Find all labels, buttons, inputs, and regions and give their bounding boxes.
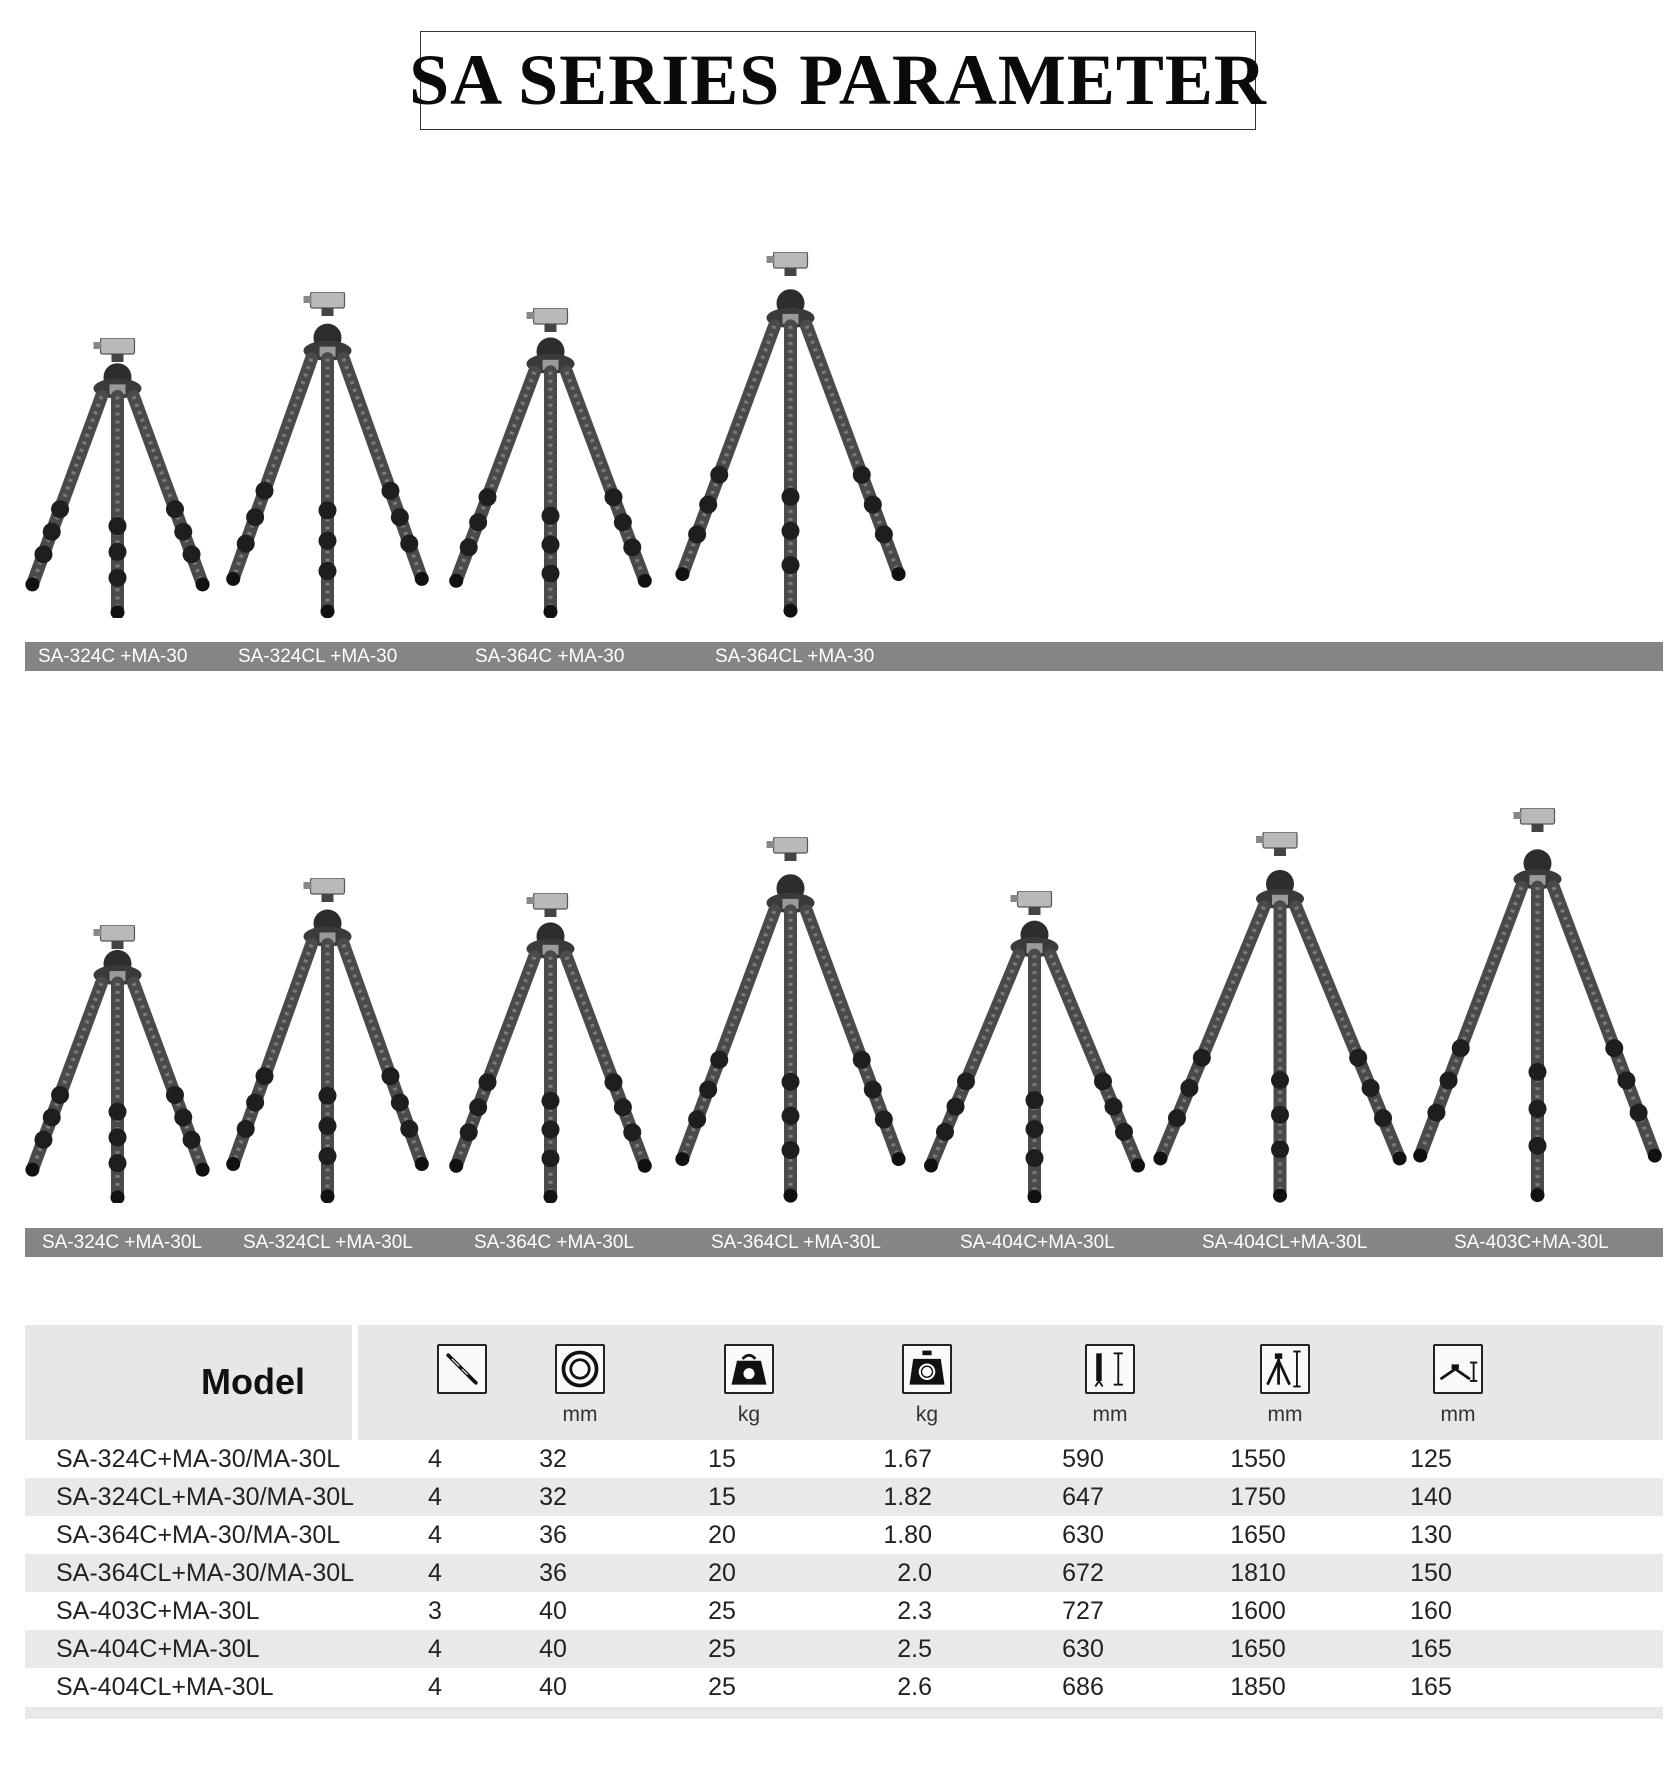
weight-cell: 2.0 <box>897 1559 932 1587</box>
model-cell: SA-404CL+MA-30L <box>56 1673 274 1701</box>
table-row <box>25 1592 1663 1630</box>
tripod-image <box>25 925 210 1203</box>
unit-label: mm <box>562 1403 598 1426</box>
tripod-image <box>1410 808 1665 1203</box>
page-title: SA SERIES PARAMETER <box>409 40 1267 120</box>
model-label: SA-324CL +MA-30L <box>243 1232 413 1253</box>
leg-sections-cell: 4 <box>428 1635 442 1663</box>
tube-diameter-cell: 40 <box>539 1673 567 1701</box>
max-height-cell: 1600 <box>1230 1597 1286 1625</box>
model-cell: SA-404C+MA-30L <box>56 1635 260 1663</box>
max-height-cell: 1650 <box>1230 1521 1286 1549</box>
unit-label: kg <box>737 1403 761 1426</box>
model-cell: SA-403C+MA-30L <box>56 1597 260 1625</box>
min-height-cell: 165 <box>1410 1635 1452 1663</box>
leg-sections-cell: 4 <box>428 1673 442 1701</box>
model-label: SA-324C +MA-30 <box>38 646 188 667</box>
model-label: SA-364C +MA-30 <box>475 646 625 667</box>
max-height-cell: 1650 <box>1230 1635 1286 1663</box>
tripod-image <box>448 308 653 618</box>
model-label: SA-404CL+MA-30L <box>1202 1232 1368 1253</box>
tube-diameter-cell: 32 <box>539 1445 567 1473</box>
unit-label: mm <box>1440 1403 1476 1426</box>
tripod-image <box>225 292 430 618</box>
load-capacity-cell: 25 <box>708 1635 736 1663</box>
tripod-image <box>25 338 210 618</box>
table-header-model <box>25 1325 352 1440</box>
tripod-image <box>225 878 430 1203</box>
weight-cell: 1.80 <box>883 1521 932 1549</box>
tripod-image <box>922 891 1147 1203</box>
weight-cell: 1.82 <box>883 1483 932 1511</box>
leg-sections-icon <box>437 1344 487 1394</box>
load-capacity-cell: 25 <box>708 1597 736 1625</box>
parameter-table <box>25 1325 1663 1719</box>
tripod-image <box>1150 832 1410 1203</box>
max-height-icon <box>1260 1344 1310 1394</box>
model-label: SA-364C +MA-30L <box>474 1232 634 1253</box>
table-row <box>25 1478 1663 1516</box>
table-header-specs <box>358 1325 1663 1440</box>
tube-diameter-icon <box>555 1344 605 1394</box>
model-label: SA-324C +MA-30L <box>42 1232 202 1253</box>
tube-diameter-cell: 36 <box>539 1559 567 1587</box>
weight-cell: 2.3 <box>897 1597 932 1625</box>
leg-sections-cell: 4 <box>428 1559 442 1587</box>
model-column-header: Model <box>201 1361 305 1402</box>
leg-sections-cell: 4 <box>428 1521 442 1549</box>
max-height-cell: 1750 <box>1230 1483 1286 1511</box>
tube-diameter-cell: 40 <box>539 1635 567 1663</box>
table-row <box>25 1554 1663 1592</box>
title-box <box>409 31 1267 130</box>
weight-icon <box>902 1344 952 1394</box>
folded-length-cell: 630 <box>1062 1635 1104 1663</box>
leg-sections-cell: 4 <box>428 1445 442 1473</box>
unit-label: kg <box>915 1403 939 1426</box>
table-row <box>25 1516 1663 1554</box>
tube-diameter-cell: 40 <box>539 1597 567 1625</box>
min-height-icon <box>1433 1344 1483 1394</box>
model-cell: SA-324CL+MA-30/MA-30L <box>56 1483 355 1511</box>
min-height-cell: 150 <box>1410 1559 1452 1587</box>
load-capacity-cell: 25 <box>708 1673 736 1701</box>
min-height-cell: 130 <box>1410 1521 1452 1549</box>
model-label-bar <box>25 642 1663 671</box>
model-label: SA-364CL +MA-30 <box>715 646 875 667</box>
model-label-bar <box>25 1228 1663 1257</box>
folded-length-cell: 647 <box>1062 1483 1104 1511</box>
min-height-cell: 140 <box>1410 1483 1452 1511</box>
unit-label: mm <box>1267 1403 1303 1426</box>
load-capacity-cell: 20 <box>708 1559 736 1587</box>
min-height-cell: 125 <box>1410 1445 1452 1473</box>
table-row <box>25 1630 1663 1668</box>
model-label: SA-364CL +MA-30L <box>711 1232 881 1253</box>
folded-length-cell: 727 <box>1062 1597 1104 1625</box>
weight-cell: 2.5 <box>897 1635 932 1663</box>
weight-cell: 1.67 <box>883 1445 932 1473</box>
load-capacity-cell: 15 <box>708 1483 736 1511</box>
folded-length-icon <box>1085 1344 1135 1394</box>
model-cell: SA-364CL+MA-30/MA-30L <box>56 1559 355 1587</box>
tripod-image <box>673 837 908 1203</box>
tripod-image <box>448 893 653 1203</box>
unit-label: mm <box>1092 1403 1128 1426</box>
load-capacity-cell: 20 <box>708 1521 736 1549</box>
model-cell: SA-364C+MA-30/MA-30L <box>56 1521 341 1549</box>
max-height-cell: 1810 <box>1230 1559 1286 1587</box>
model-label: SA-404C+MA-30L <box>960 1232 1115 1253</box>
model-cell: SA-324C+MA-30/MA-30L <box>56 1445 341 1473</box>
leg-sections-cell: 3 <box>428 1597 442 1625</box>
min-height-cell: 165 <box>1410 1673 1452 1701</box>
table-row <box>25 1668 1663 1706</box>
max-height-cell: 1550 <box>1230 1445 1286 1473</box>
leg-sections-cell: 4 <box>428 1483 442 1511</box>
folded-length-cell: 686 <box>1062 1673 1104 1701</box>
min-height-cell: 160 <box>1410 1597 1452 1625</box>
table-row <box>25 1440 1663 1478</box>
folded-length-cell: 630 <box>1062 1521 1104 1549</box>
tripod-image <box>673 252 908 618</box>
load-capacity-icon <box>724 1344 774 1394</box>
weight-cell: 2.6 <box>897 1673 932 1701</box>
max-height-cell: 1850 <box>1230 1673 1286 1701</box>
folded-length-cell: 672 <box>1062 1559 1104 1587</box>
model-label: SA-324CL +MA-30 <box>238 646 398 667</box>
folded-length-cell: 590 <box>1062 1445 1104 1473</box>
tube-diameter-cell: 36 <box>539 1521 567 1549</box>
model-label: SA-403C+MA-30L <box>1454 1232 1609 1253</box>
load-capacity-cell: 15 <box>708 1445 736 1473</box>
table-footer-strip <box>25 1707 1663 1719</box>
tube-diameter-cell: 32 <box>539 1483 567 1511</box>
